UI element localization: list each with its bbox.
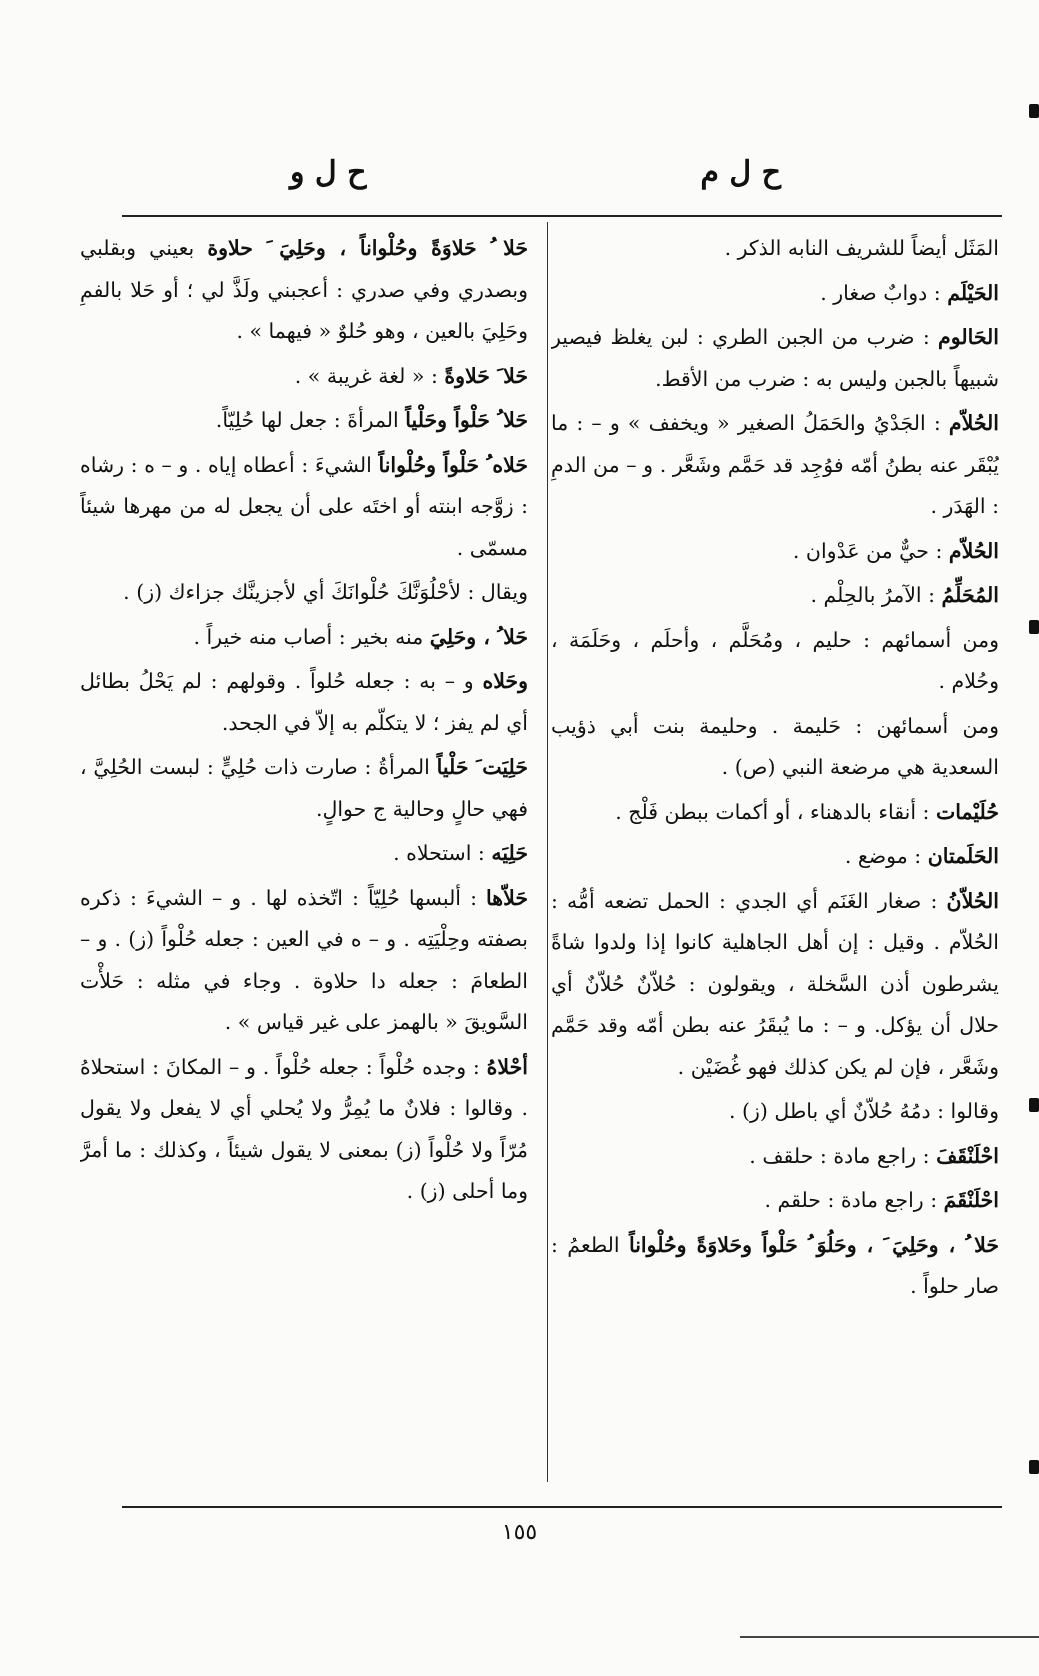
dictionary-entry (551, 1091, 999, 1133)
dictionary-entry (80, 617, 528, 659)
dictionary-entry (80, 400, 528, 442)
entry-definition: : صغار الغَنَم أي الجدي : الحمل تضعه أمُّه : الحُلاّم . وقيل : إن أهل الجاهلية كانوا إذا ولدوا شاةً يشرطون أذن السَّخلة ، ويقولون : حُلاّنٌ حُلاّنٌ أي حلال أن يؤكل. و – : ما يُبقَرُ عنه بطن أمّه وقد حَمَّم وشَعَّر ، فإن لم يكن كذلك فهو غُضَيْن . (551, 888, 999, 1079)
entry-headword: حَلِيَه (491, 841, 528, 865)
page-number: ١٥٥ (501, 1520, 538, 1545)
dictionary-entry (80, 356, 528, 398)
dictionary-entry (80, 878, 528, 1044)
entry-definition: ويقال : لأحْلُوَنَّكَ حُلْوانَكَ أي لأجزينَّك جزاءك (ز) . (123, 580, 528, 604)
dictionary-entry (551, 403, 999, 528)
dictionary-entry (551, 273, 999, 315)
footer-short-rule (740, 1636, 1039, 1638)
entry-headword: حَلا ُ حَلْواً وحَلْياً (405, 408, 528, 432)
page-header (0, 150, 1039, 200)
entry-headword: وحَلاه (482, 669, 528, 693)
header-root-right: ح ل م (700, 155, 781, 190)
dictionary-entry (80, 445, 528, 570)
entry-headword: احْلَنْقَمَ (943, 1188, 999, 1212)
entry-definition: ومن أسمائهم : حليم ، ومُحَلَّم ، وأحلَم ، وحَلَمَة ، وحُلام . (551, 627, 999, 693)
entry-headword: الحُلاّم (948, 538, 999, 563)
entry-definition: : حيٌّ من عَدْوان . (792, 538, 949, 563)
entry-headword: حَلاّها (486, 885, 528, 910)
dictionary-entry (551, 1225, 999, 1308)
dictionary-entry (80, 661, 528, 744)
dictionary-entry (551, 620, 999, 703)
left-column (80, 228, 528, 1480)
dictionary-entry (551, 836, 999, 878)
entry-definition: : ألبسها حُلِيّاً : اتّخذه لها . و – الشيءَ : ذكره بصفته وحِلْيَتِه . و – ه في العين : جعله حُلْواً (ز) . و – الطعامَ : جعله دا حلاوة . وجاء في مثله : حَلأْت السَّويقَ « بالهمز على غير قياس » . (80, 885, 528, 1034)
entry-headword: الحَلَمتان (927, 844, 999, 868)
entry-definition: : وجده حُلْواً : جعله حُلْواً . و – المكانَ : استحلاهُ . وقالوا : فلانٌ ما يُمِرُّ ولا يُحلي أي لا يفعل ولا يقول مُرّاً ولا حُلْواً (ز) بمعنى لا يقول شيئاً ، وكذلك : ما أمرَّ وما أحلى (ز) . (80, 1054, 528, 1203)
dictionary-entry (551, 792, 999, 834)
entry-definition: المرأةَ : جعل لها حُلِيّاً. (215, 408, 406, 432)
entry-definition: : موضع . (844, 844, 928, 868)
entry-headword: حَلاه ُ حَلْواً وحُلْواناً (378, 452, 528, 477)
entry-definition: : راجع مادة : حلقم . (764, 1188, 944, 1212)
entry-definition: بعيني وبقلبي وبصدري وفي صدري : أعجبني ولَذَّ لي ؛ أو حَلا بالفمِ وحَلِيَ بالعين ، وهو حُلوٌ « فيهما » . (80, 236, 528, 343)
entry-definition: ومن أسمائهن : حَليمة . وحليمة بنت أبي ذؤيب السعدية هي مرضعة النبي (ص) . (551, 713, 999, 779)
entry-headword: أحْلاهُ (486, 1054, 528, 1079)
margin-mark (1029, 104, 1039, 118)
dictionary-entry (80, 228, 528, 353)
column-divider (547, 222, 548, 1482)
right-column (551, 228, 999, 1480)
entry-definition: : « لغة غريبة » . (294, 363, 445, 388)
margin-mark (1029, 1460, 1039, 1474)
entry-headword: الحَيْلَم (947, 280, 999, 305)
dictionary-entry (551, 317, 999, 400)
dictionary-entry (80, 747, 528, 830)
dictionary-entry (80, 1047, 528, 1213)
header-root-left: ح ل و (290, 155, 367, 190)
header-rule (122, 215, 1002, 217)
dictionary-entry (80, 572, 528, 614)
entry-definition: وقالوا : دمُهُ حُلاّنٌ أي باطل (ز) . (728, 1099, 999, 1123)
entry-headword: حَلا ُ ، وحَلِيَ (429, 624, 528, 649)
entry-headword: حُلَيْمات (935, 799, 999, 824)
dictionary-entry (551, 1136, 999, 1178)
dictionary-entry (551, 228, 999, 270)
entry-definition: الشيءَ : أعطاه إياه . و – ه : رشاه : زوَّجه ابنته أو اختَه على أن يجعل له من مهرها شيئاً مسمّى . (80, 452, 528, 560)
dictionary-entry (551, 881, 999, 1089)
entry-headword: حَلا ُ ، وحَلِيَ َ ، وحَلُوَ ُ حَلْواً وحَلاوَةً وحُلْواناً (628, 1232, 999, 1257)
entry-definition: : الجَدْيُ والحَمَلُ الصغير « ويخفف » و – : ما يُبْقَر عنه بطنُ أمّه فوُجِد قد حَمَّم وشَعَّر . و – من الدمِ : الهَدَر . (551, 411, 999, 518)
entry-definition: : استحلاه . (393, 841, 492, 865)
entry-headword: حَلا ُ حَلاوَةً وحُلْواناً ، وحَلِيَ َ حلاوة (207, 236, 528, 260)
entry-definition: : دوابٌ صغار . (820, 280, 948, 305)
entry-headword: الحُلاّم (948, 411, 999, 435)
entry-headword: الحُلاّنُ (946, 888, 999, 913)
entry-definition: و – به : جعله حُلواً . وقولهم : لم يَحْلُ بطائل أي لم يفز ؛ لا يتكلّم به إلاّ في الجحد. (80, 669, 528, 735)
entry-definition: : أنقاء بالدهناء ، أو أكمات ببطن فَلْج . (615, 799, 936, 824)
entry-definition: : راجع مادة : حلقف . (749, 1143, 937, 1168)
entry-headword: الحَالوم (938, 325, 999, 349)
footer-rule (122, 1506, 1002, 1508)
dictionary-entry (551, 531, 999, 573)
entry-definition: منه بخير : أصاب منه خيراً . (193, 624, 430, 649)
dictionary-entry (551, 706, 999, 789)
entry-headword: حَلِيَت َ حَلْياً (436, 755, 528, 779)
margin-mark (1029, 620, 1039, 634)
entry-definition: المَثَل أيضاً للشريف النابه الذكر . (724, 236, 999, 260)
entry-headword: المُحَلِّمُ (941, 583, 999, 607)
dictionary-entry (551, 1180, 999, 1222)
dictionary-entry (80, 833, 528, 875)
margin-mark (1029, 1098, 1039, 1112)
entry-definition: : ضرب من الجبن الطري : لبن يغلظ فيصير شبيهاً بالجبن وليس به : ضرب من الأقط. (551, 325, 999, 391)
entry-definition: : الآمرُ بالحِلْم . (810, 583, 942, 607)
entry-headword: احْلَنْقَفَ (936, 1143, 999, 1168)
entry-definition: المرأةُ : صارت ذات حُلِيٍّ : لبست الحُلِيَّ ، فهي حالٍ وحالية ج حوالٍ. (80, 755, 528, 821)
entry-headword: حَلا َ حَلاوةً (444, 363, 528, 388)
entry-definition: الطعمُ : صار حلواً . (551, 1232, 999, 1298)
dictionary-entry (551, 575, 999, 617)
